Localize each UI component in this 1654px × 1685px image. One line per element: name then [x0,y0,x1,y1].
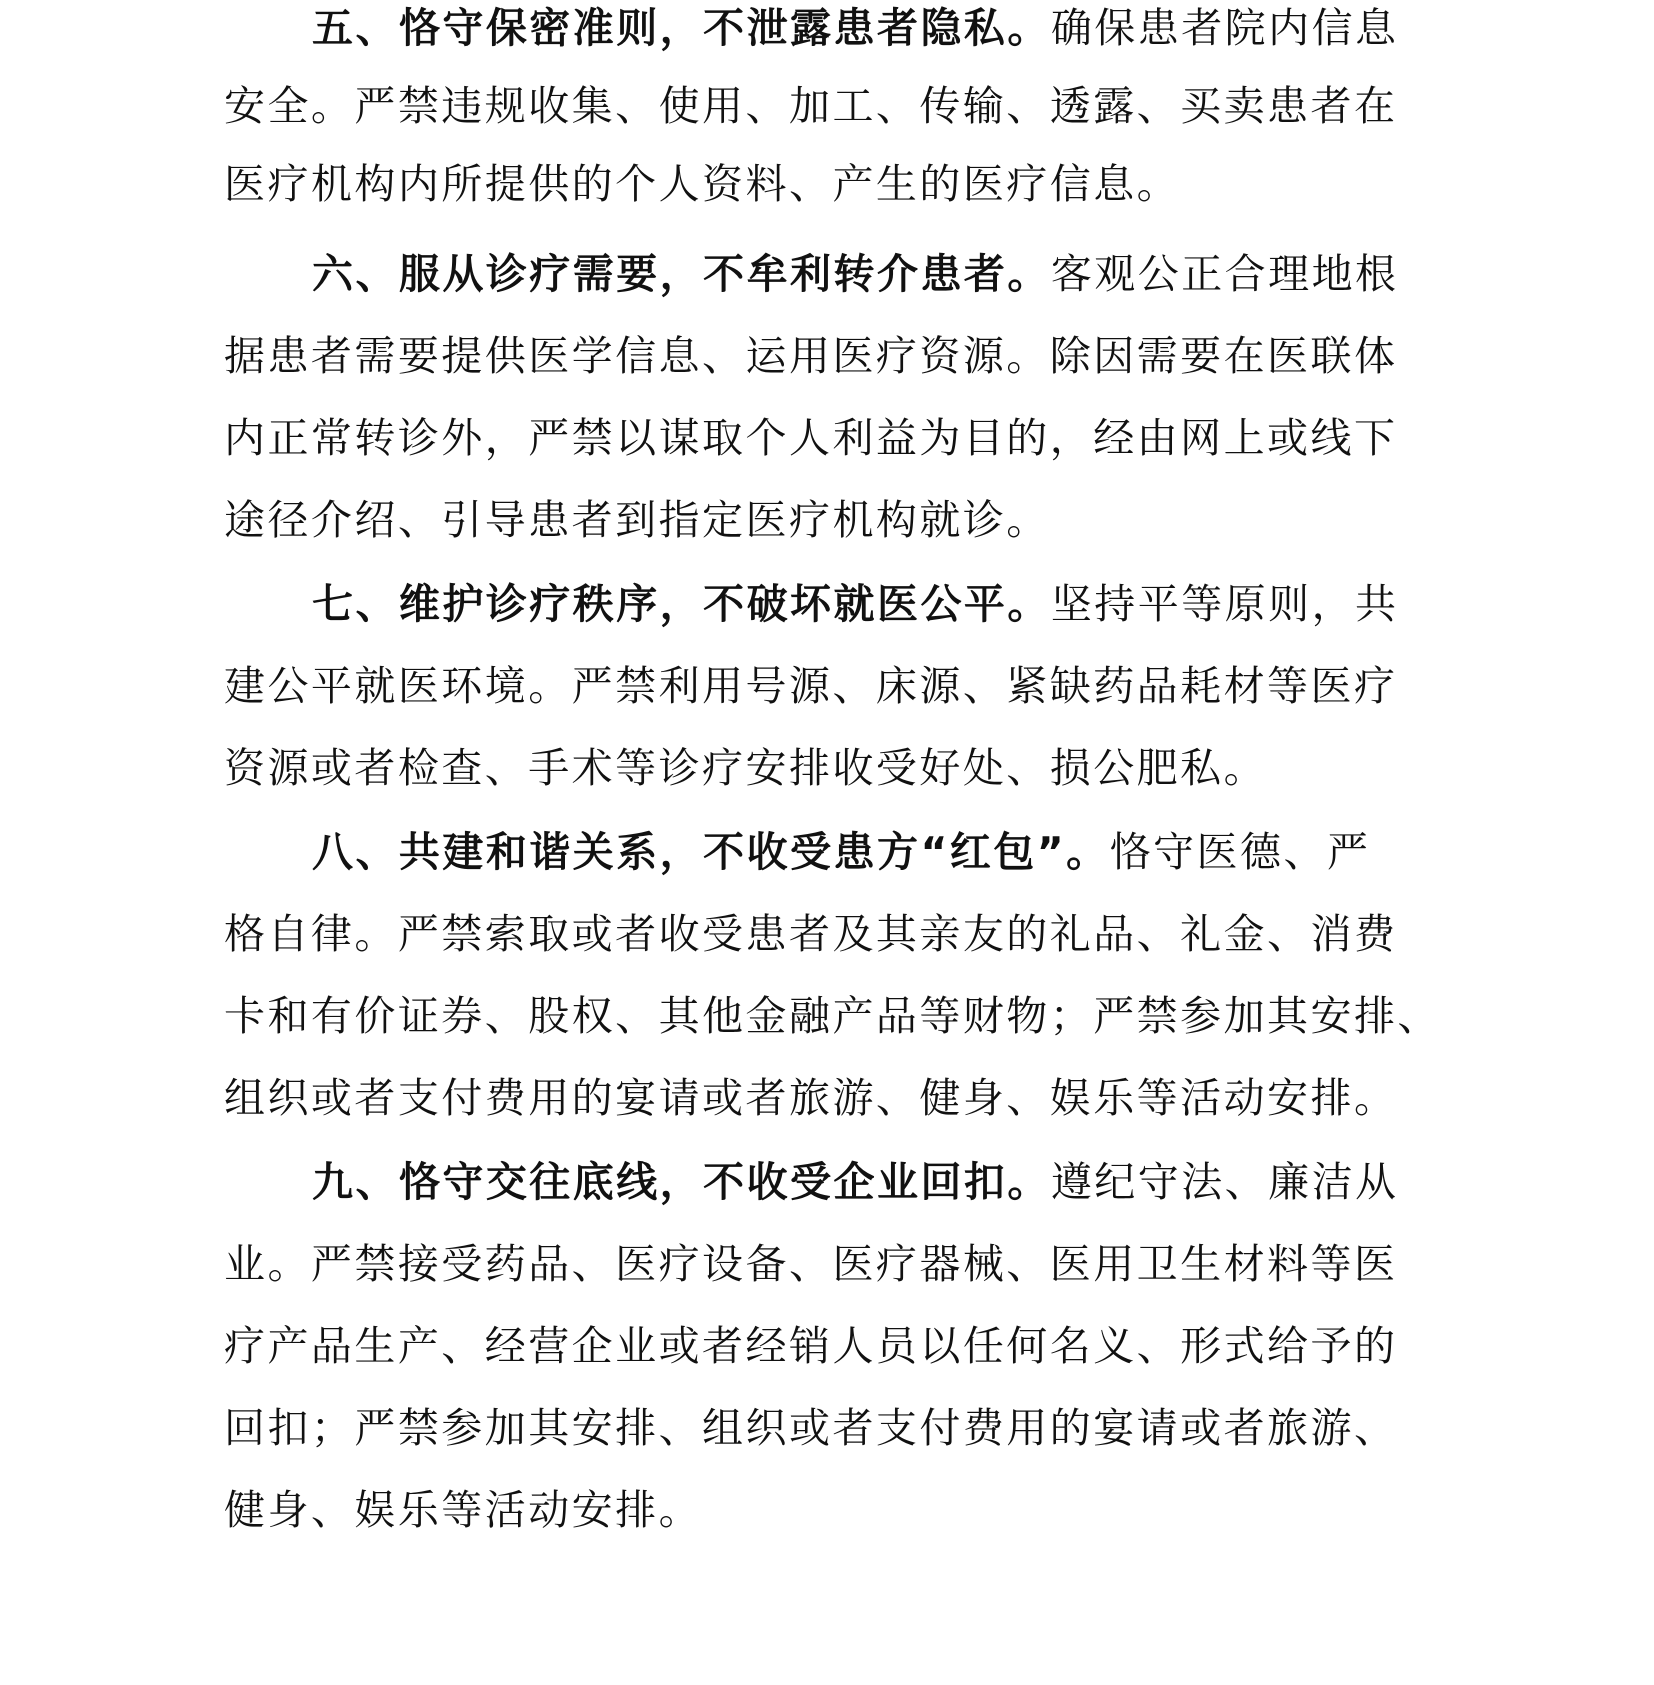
section-7-line: 资源或者检查、手术等诊疗安排收受好处、损公肥私。 [224,744,1268,792]
section-7-heading: 七、维护诊疗秩序，不破坏就医公平。 [312,580,1051,628]
section-6-line: 内正常转诊外，严禁以谋取个人利益为目的，经由网上或线下 [224,414,1398,462]
section-9-line: 回扣；严禁参加其安排、组织或者支付费用的宴请或者旅游、 [224,1404,1398,1452]
section-9-line: 健身、娱乐等活动安排。 [224,1486,703,1534]
section-6-text: 客观公正合理地根 [1050,250,1399,298]
section-5-first-line [312,0,1399,70]
section-9-line: 疗产品生产、经营企业或者经销人员以任何名义、形式给予的 [224,1322,1398,1370]
section-6-line: 据患者需要提供医学信息、运用医疗资源。除因需要在医联体 [224,332,1398,380]
section-5-text: 确保患者院内信息 [1050,4,1399,52]
section-8-first-line [312,810,1370,894]
section-7-text: 坚持平等原则，共 [1050,580,1399,628]
section-9-first-line [312,1140,1399,1224]
section-5-line: 医疗机构内所提供的个人资料、产生的医疗信息。 [224,160,1181,208]
section-9-line: 业。严禁接受药品、医疗设备、医疗器械、医用卫生材料等医 [224,1240,1398,1288]
section-7-first-line [312,562,1399,646]
section-9-heading: 九、恪守交往底线，不收受企业回扣。 [312,1158,1051,1206]
section-6-first-line [312,232,1399,316]
section-8-line: 组织或者支付费用的宴请或者旅游、健身、娱乐等活动安排。 [224,1074,1398,1122]
section-6-heading: 六、服从诊疗需要，不牟利转介患者。 [312,250,1051,298]
section-7-line: 建公平就医环境。严禁利用号源、床源、紧缺药品耗材等医疗 [224,662,1398,710]
section-8-line: 格自律。严禁索取或者收受患者及其亲友的礼品、礼金、消费 [224,910,1398,958]
section-9-text: 遵纪守法、廉洁从 [1050,1158,1399,1206]
section-8-text: 恪守医德、严 [1109,828,1371,876]
section-5-line: 安全。严禁违规收集、使用、加工、传输、透露、买卖患者在 [224,82,1398,130]
section-6-line: 途径介绍、引导患者到指定医疗机构就诊。 [224,496,1050,544]
section-8-heading: 八、共建和谐关系，不收受患方“红包”。 [312,828,1110,876]
section-8-line: 卡和有价证券、股权、其他金融产品等财物；严禁参加其安排、 [224,992,1441,1040]
section-5-heading: 五、恪守保密准则，不泄露患者隐私。 [312,4,1051,52]
